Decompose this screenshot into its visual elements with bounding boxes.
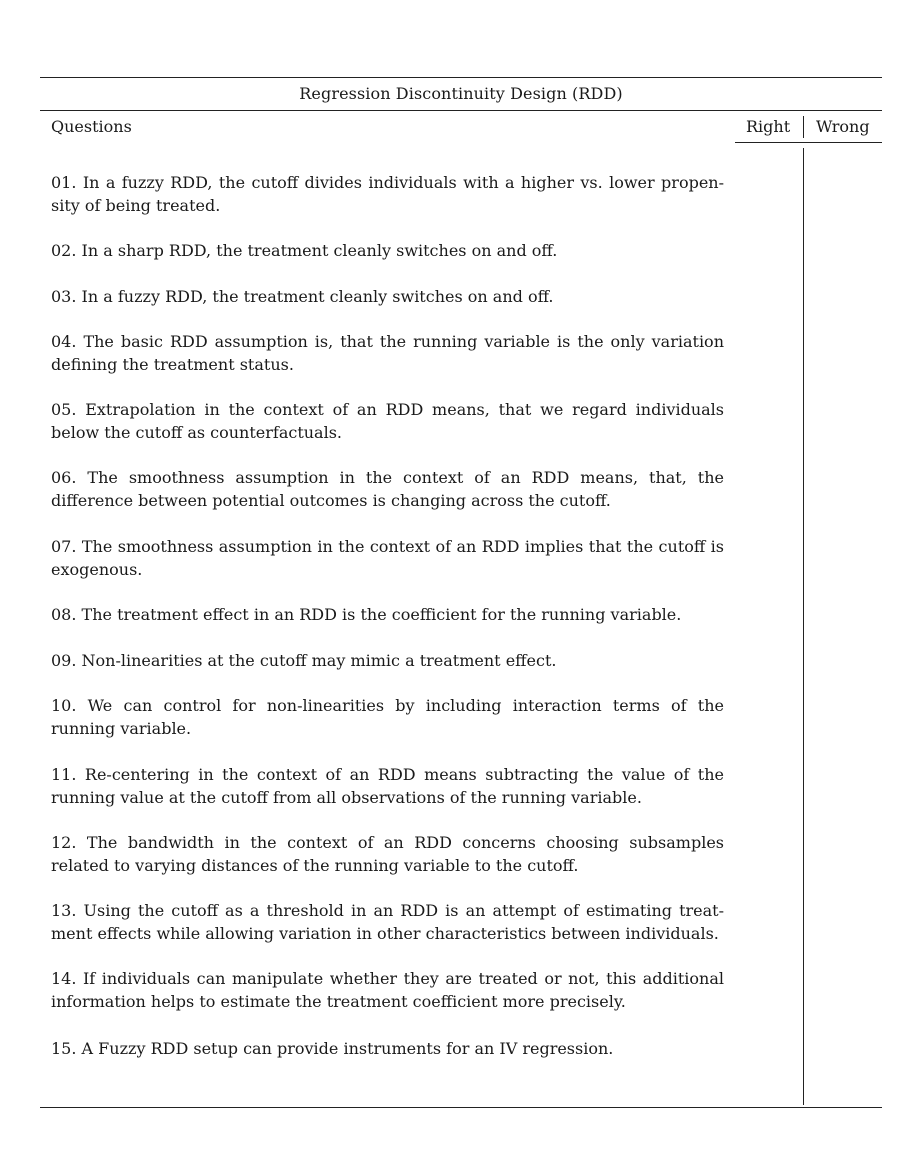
- top-rule: [40, 77, 882, 78]
- question-item: 01. In a fuzzy RDD, the cutoff divides individuals with a higher vs. lower propen-sity of being treated.: [51, 173, 724, 215]
- wrong-header: Wrong: [816, 117, 870, 136]
- answer-header-rule: [735, 142, 882, 143]
- question-item: 05. Extrapolation in the context of an RDD means, that we regard individuals below the cutoff as counterfactuals.: [51, 400, 724, 442]
- question-item: 08. The treatment effect in an RDD is the coefficient for the running variable.: [51, 605, 682, 624]
- question-item: 07. The smoothness assumption in the context of an RDD implies that the cutoff is exogenous.: [51, 537, 724, 579]
- answer-column-separator: [803, 148, 804, 1105]
- header-column-separator: [803, 116, 804, 138]
- question-item: 06. The smoothness assumption in the context of an RDD means, that, the difference between potential outcomes is changing across the cutoff.: [51, 468, 724, 510]
- question-item: 12. The bandwidth in the context of an RDD concerns choosing subsamples related to varying distances of the running variable to the cutoff.: [51, 833, 724, 875]
- questions-header: Questions: [51, 117, 132, 136]
- header-rule: [40, 110, 882, 111]
- right-header: Right: [746, 117, 791, 136]
- question-item: 09. Non-linearities at the cutoff may mimic a treatment effect.: [51, 651, 557, 670]
- question-item: 02. In a sharp RDD, the treatment cleanly switches on and off.: [51, 241, 558, 260]
- bottom-rule: [40, 1107, 882, 1108]
- question-item: 11. Re-centering in the context of an RDD means subtracting the value of the running value at the cutoff from all observations of the running variable.: [51, 765, 724, 807]
- question-item: 15. A Fuzzy RDD setup can provide instruments for an IV regression.: [51, 1039, 614, 1058]
- question-item: 04. The basic RDD assumption is, that the running variable is the only variation defining the treatment status.: [51, 332, 724, 374]
- question-item: 03. In a fuzzy RDD, the treatment cleanly switches on and off.: [51, 287, 554, 306]
- question-item: 14. If individuals can manipulate whether they are treated or not, this additional information helps to estimate the treatment coefficient more precisely.: [51, 969, 724, 1011]
- question-item: 10. We can control for non-linearities by including interaction terms of the running variable.: [51, 696, 724, 738]
- table-title: Regression Discontinuity Design (RDD): [299, 84, 623, 103]
- question-item: 13. Using the cutoff as a threshold in an RDD is an attempt of estimating treat-ment effects while allowing variation in other characteristics between individuals.: [51, 901, 724, 943]
